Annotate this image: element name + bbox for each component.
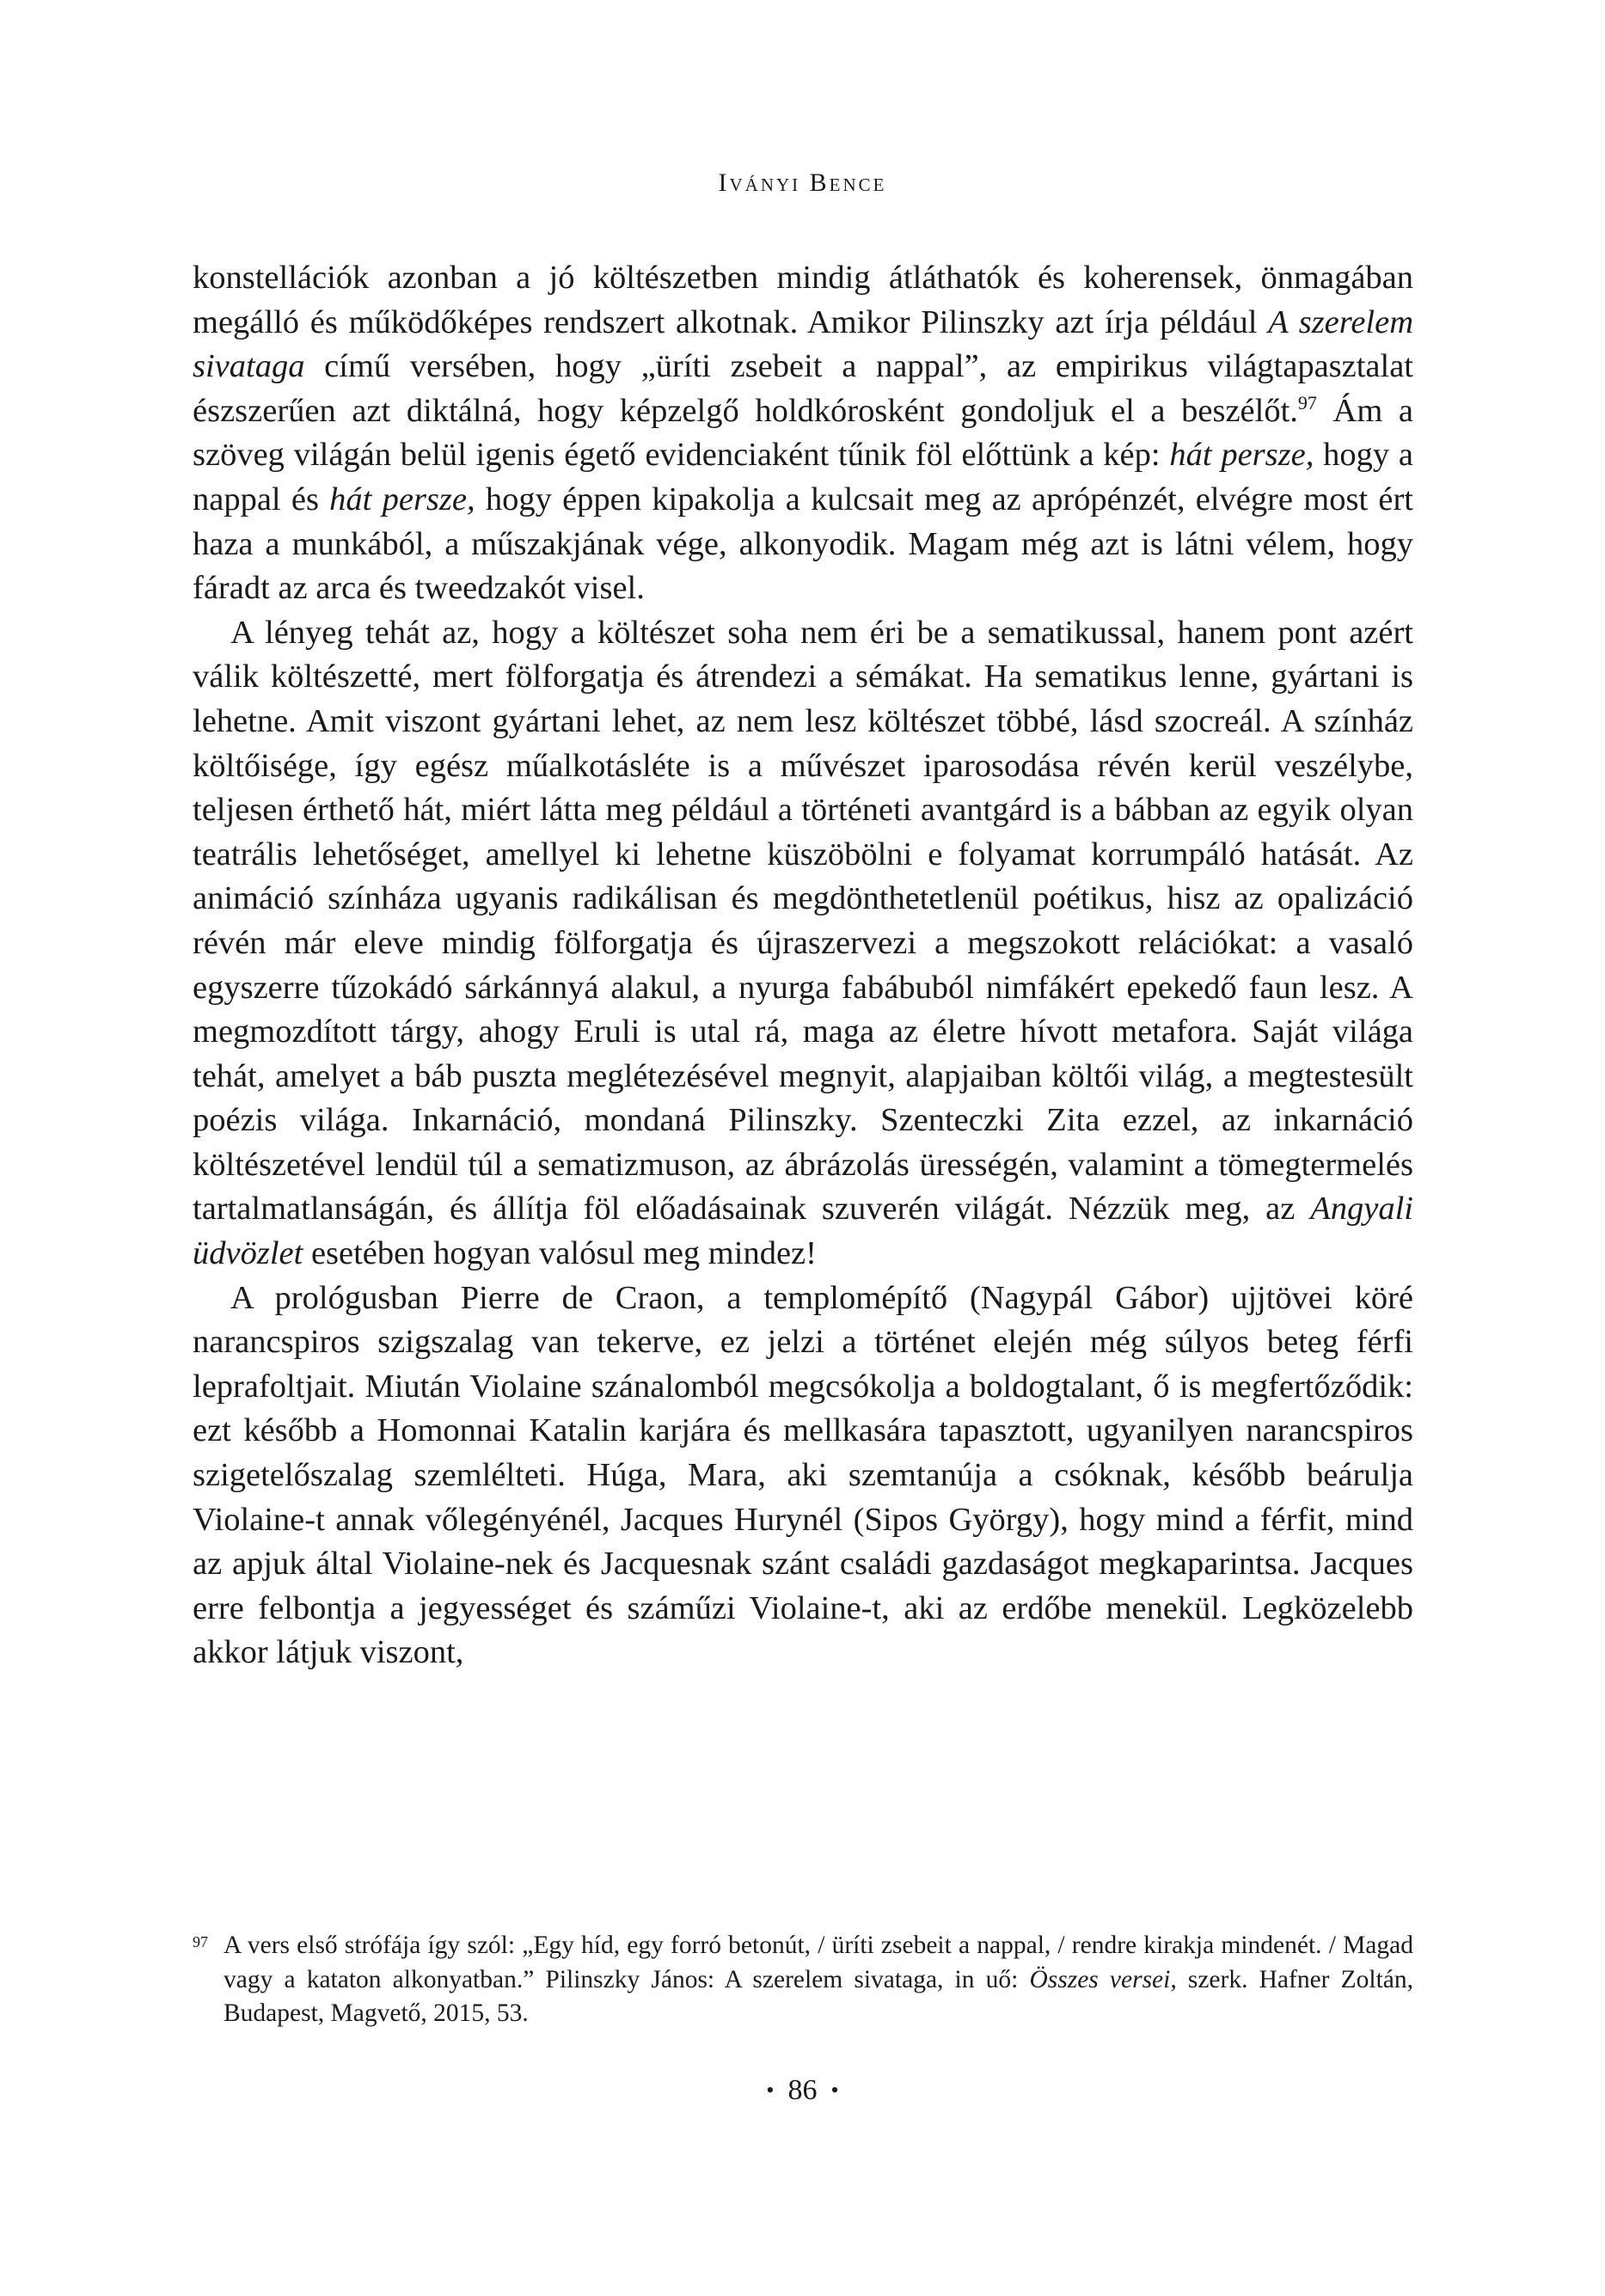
text-run: esetében hogyan valósul meg mindez! [303,1235,817,1272]
paragraph-1 [193,256,1413,611]
text-run: Ám a szöveg világán belül igenis égető evidenciaként tűnik föl előttünk a kép: [193,392,1413,474]
bullet-icon: • [830,2078,839,2103]
text-run: hogy éppen kipakolja a kulcsait meg az aprópénzét, elvégre most ért haza a munkából, a műszakjának vége, alkonyodik. Magam még azt is látni vélem, hogy fáradt az arca és tweedzakót visel. [193,481,1413,607]
paragraph-3 [193,1277,1413,1675]
footnote-italic-title: Összes versei, [1029,1965,1177,1993]
page-number: 86 [787,2074,818,2106]
running-head-author: Iványi Bence [718,168,887,197]
text-run: A lényeg tehát az, hogy a költészet soha nem éri be a sematikussal, hanem pont azért válik költészetté, mert fölforgatja és átrendezi a sémákat. Ha sematikus lenne, gyártani is lehetne. Amit viszont gyártani lehet, az nem lesz költészet többé, lásd szocreál. A színház költőisége, így egész műalkotásléte is a művészet iparosodása révén kerül veszélybe, teljesen érthető hát, miért látta meg például a történeti avantgárd is a bábban az egyik olyan teatrális lehetőséget, amellyel ki lehetne küszöbölni e folyamat korrumpáló hatását. Az animáció színháza ugyanis radikálisan és megdönthetetlenül poétikus, hisz az opalizáció révén már eleve mindig fölforgatja és újraszervezi a megszokott relációkat: a vasaló egyszerre tűzokádó sárkánnyá alakul, a nyurga fabábuból nimfákért epekedő faun lesz. A megmozdított tárgy, ahogy Eruli is utal rá, maga az életre hívott metafora. Saját világa tehát, amelyet a báb puszta meglétezésével megnyit, alapjaiban költői világ, a megtestesült poézis világa. Inkarnáció, mondaná Pilinszky. Szenteczki Zita ezzel, az inkarnáció költészetével lendül túl a sematizmuson, az ábrázolás ürességén, valamint a tömegtermelés tartalmatlanságán, és állítja föl előadásainak szuverén világát. Nézzük meg, az [193,614,1413,1228]
italic-title: A szerelem sivataga [193,303,1413,385]
bullet-icon: • [766,2078,775,2103]
text-run: konstellációk azonban a jó költészetben mindig átláthatók és koherensek, önmagában megálló és működőképes rendszert alkotnak. Amikor Pilinszky azt írja például [193,260,1413,340]
footnote-text: szerk. Hafner Zoltán, Budapest, Magvető, 2015, 53. [224,1965,1413,2027]
italic-phrase: hát persze, [329,481,475,517]
footnote-mark: 97 [193,1933,208,1950]
main-text [193,256,1413,1675]
footnote-reference[interactable]: 97 [1297,391,1317,413]
italic-phrase: hát persze, [1169,437,1314,474]
text-run: hogy a nappal és [193,437,1413,517]
footnote-text: A vers első strófája így szól: „Egy híd, egy forró betonút, / üríti zsebeit a nappal, / rendre kirakja mindenét. / Magad vagy a kataton alkonyatban.” Pilinszky János: A szerelem sivataga, in uő: [224,1932,1413,1993]
text-run: című versében, hogy „üríti zsebeit a nappal”, az empirikus világtapasztalat észszerűen azt diktálná, hogy képzelgő holdkórosként gondoljuk el a beszélőt. [193,348,1413,429]
text-run: A prológusban Pierre de Craon, a templomépítő (Nagypál Gábor) ujjtövei köré narancspiros szigszalag van tekerve, ez jelzi a történet elején még súlyos beteg férfi leprafoltjait. Miután Violaine szánalomból megcsókolja a boldogtalant, ő is megfertőződik: ezt később a Homonnai Katalin karjára és mellkasára tapasztott, ugyanilyen narancspiros szigetelőszalag szemlélteti. Húga, Mara, aki szemtanúja a csóknak, később beárulja Violaine-t annak vőlegényénél, Jacques Hurynél (Sipos György), hogy mind a férfit, mind az apjuk által Violaine-nek és Jacquesnak szánt családi gazdaságot megkaparintsa. Jacques erre felbontja a jegyességet és száműzi Violaine-t, aki az erdőbe menekül. Legközelebb akkor látjuk viszont, [193,1279,1413,1671]
page-folio [0,2074,1605,2107]
footnote-97 [193,1929,1413,2031]
italic-title: Angyali üdvözlet [193,1191,1413,1272]
paragraph-2 [193,611,1413,1277]
